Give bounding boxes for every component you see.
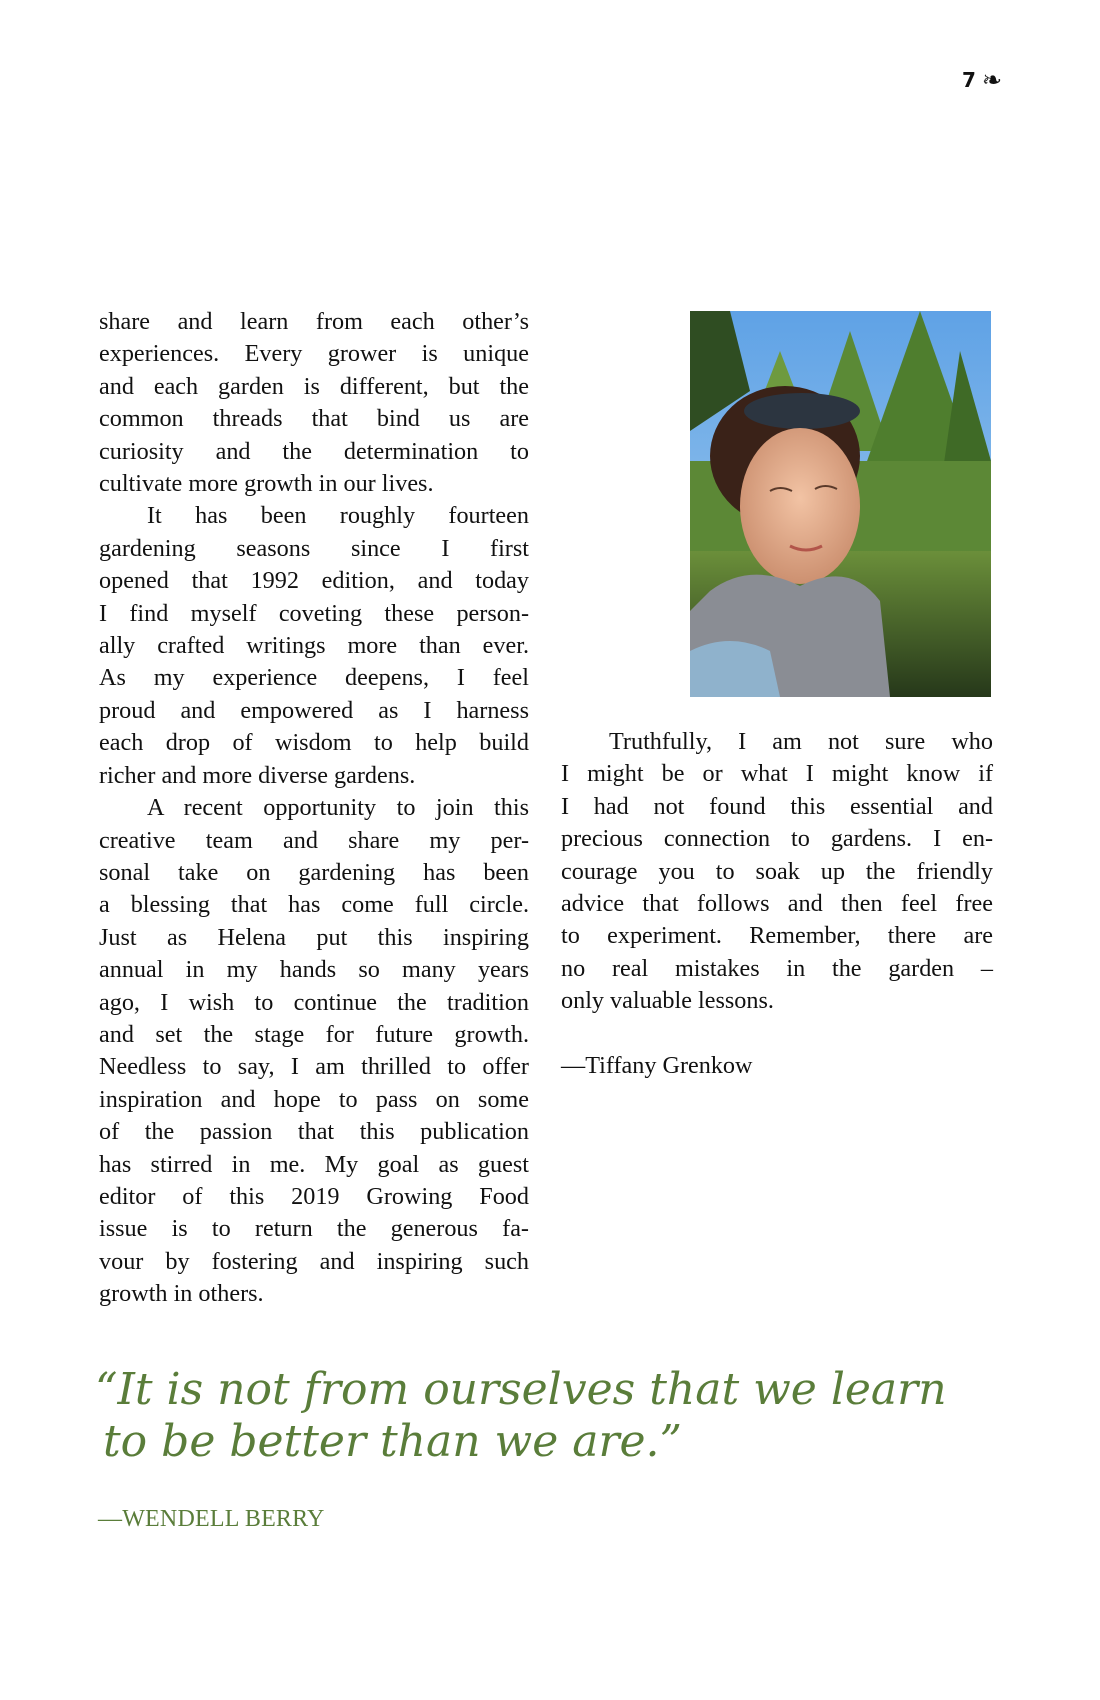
body-line: issue is to return the generous fa-: [99, 1215, 529, 1243]
body-line: curiosity and the determination to: [99, 437, 529, 465]
body-line: Just as Helena put this inspiring: [99, 923, 529, 951]
page-header: [962, 68, 1002, 92]
body-line: I find myself coveting these person-: [99, 599, 529, 627]
body-line: of the passion that this publication: [99, 1118, 529, 1146]
body-line: gardening seasons since I first: [99, 534, 529, 562]
author-portrait-image: [690, 311, 991, 697]
body-line: growth in others.: [99, 1280, 264, 1308]
body-line: I might be or what I might know if: [561, 760, 993, 788]
body-line: It has been roughly fourteen: [147, 502, 529, 530]
body-line: each drop of wisdom to help build: [99, 729, 529, 757]
body-line: inspiration and hope to pass on some: [99, 1085, 529, 1113]
body-line: to experiment. Remember, there are: [561, 922, 993, 950]
body-line: advice that follows and then feel free: [561, 890, 993, 918]
body-line: proud and empowered as I harness: [99, 696, 529, 724]
body-line: common threads that bind us are: [99, 405, 529, 433]
body-line: Truthfully, I am not sure who: [609, 728, 993, 755]
pull-quote-line: to be better than we are.”: [103, 1416, 683, 1467]
body-line: a blessing that has come full circle.: [99, 891, 529, 919]
body-line: I had not found this essential and: [561, 792, 993, 820]
body-line: only valuable lessons.: [561, 987, 774, 1015]
body-line: sonal take on gardening has been: [99, 858, 529, 886]
author-photo: [690, 311, 991, 697]
body-line: share and learn from each other’s: [99, 308, 529, 335]
pull-quote: [95, 1364, 995, 1468]
quote-attribution: —WENDELL BERRY: [98, 1506, 325, 1532]
page-number: 7: [961, 68, 976, 92]
body-line: ago, I wish to continue the tradition: [99, 988, 529, 1016]
body-line: richer and more diverse gardens.: [99, 761, 416, 789]
body-line: precious connection to gardens. I en-: [561, 825, 993, 853]
body-line: Needless to say, I am thrilled to offer: [99, 1053, 529, 1081]
body-line: cultivate more growth in our lives.: [99, 470, 434, 498]
body-line: annual in my hands so many years: [99, 956, 529, 984]
fleuron-leaf-icon: ❧: [981, 66, 1002, 94]
body-line: As my experience deepens, I feel: [99, 664, 529, 692]
body-line: courage you to soak up the friendly: [561, 857, 993, 885]
body-line: has stirred in me. My goal as guest: [99, 1150, 529, 1178]
body-line: no real mistakes in the garden –: [561, 954, 993, 982]
author-signature: —Tiffany Grenkow: [561, 1052, 753, 1080]
body-line: ally crafted writings more than ever.: [99, 632, 529, 660]
body-line: opened that 1992 edition, and today: [99, 567, 529, 595]
pull-quote-line: “It is not from ourselves that we learn: [95, 1364, 947, 1415]
body-line: editor of this 2019 Growing Food: [99, 1182, 529, 1210]
body-line: creative team and share my per-: [99, 826, 529, 854]
body-line: and each garden is different, but the: [99, 372, 529, 400]
body-line: A recent opportunity to join this: [147, 794, 529, 822]
left-text-column: [99, 306, 529, 1311]
body-line: experiences. Every grower is unique: [99, 340, 529, 368]
right-text-column: [561, 726, 993, 1082]
body-line: and set the stage for future growth.: [99, 1020, 529, 1048]
body-line: vour by fostering and inspiring such: [99, 1247, 529, 1275]
